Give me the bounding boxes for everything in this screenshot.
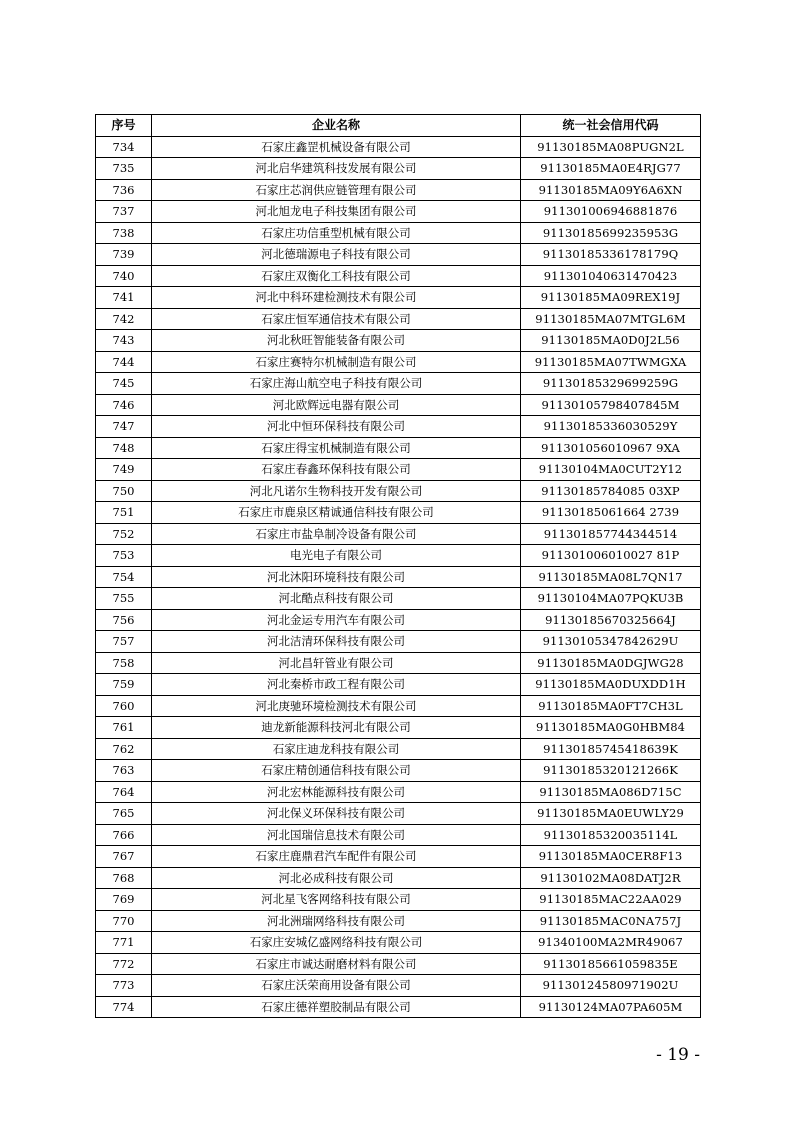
serial-number-cell: 769 bbox=[96, 889, 152, 911]
table-row bbox=[96, 287, 701, 309]
table-row bbox=[96, 738, 701, 760]
header-credit-code: 统一社会信用代码 bbox=[521, 115, 701, 137]
company-name-cell: 石家庄功信重型机械有限公司 bbox=[152, 222, 521, 244]
table-row bbox=[96, 609, 701, 631]
company-name-cell: 石家庄德祥塑胶制品有限公司 bbox=[152, 996, 521, 1018]
credit-code-cell: 91130185MA08L7QN17 bbox=[521, 566, 701, 588]
table-row bbox=[96, 158, 701, 180]
company-name-cell: 石家庄春鑫环保科技有限公司 bbox=[152, 459, 521, 481]
credit-code-cell: 91130185661059835E bbox=[521, 953, 701, 975]
table-row bbox=[96, 910, 701, 932]
serial-number-cell: 759 bbox=[96, 674, 152, 696]
header-company-name: 企业名称 bbox=[152, 115, 521, 137]
credit-code-cell: 91130104MA07PQKU3B bbox=[521, 588, 701, 610]
credit-code-cell: 91130185MA08PUGN2L bbox=[521, 136, 701, 158]
company-name-cell: 石家庄海山航空电子科技有限公司 bbox=[152, 373, 521, 395]
company-name-cell: 河北秦桥市政工程有限公司 bbox=[152, 674, 521, 696]
company-name-cell: 河北金运专用汽车有限公司 bbox=[152, 609, 521, 631]
credit-code-cell: 91130124MA07PA605M bbox=[521, 996, 701, 1018]
credit-code-cell: 91130185MA0CER8F13 bbox=[521, 846, 701, 868]
credit-code-cell: 91130104MA0CUT2Y12 bbox=[521, 459, 701, 481]
serial-number-cell: 742 bbox=[96, 308, 152, 330]
company-name-cell: 石家庄恒军通信技术有限公司 bbox=[152, 308, 521, 330]
credit-code-cell: 91130185336030529Y bbox=[521, 416, 701, 438]
table-row bbox=[96, 867, 701, 889]
table-row bbox=[96, 244, 701, 266]
table-row bbox=[96, 480, 701, 502]
credit-code-cell: 91340100MA2MR49067 bbox=[521, 932, 701, 954]
credit-code-cell: 91130185MA0D0J2L56 bbox=[521, 330, 701, 352]
credit-code-cell: 91130185MA0FT7CH3L bbox=[521, 695, 701, 717]
company-name-cell: 石家庄赛特尔机械制造有限公司 bbox=[152, 351, 521, 373]
credit-code-cell: 91130185MA07MTGL6M bbox=[521, 308, 701, 330]
credit-code-cell: 91130185MA086D715C bbox=[521, 781, 701, 803]
credit-code-cell: 911301857744344514 bbox=[521, 523, 701, 545]
table-body bbox=[96, 136, 701, 1018]
serial-number-cell: 761 bbox=[96, 717, 152, 739]
company-name-cell: 河北中科环建检测技术有限公司 bbox=[152, 287, 521, 309]
company-name-cell: 河北洲瑞网络科技有限公司 bbox=[152, 910, 521, 932]
serial-number-cell: 773 bbox=[96, 975, 152, 997]
credit-code-cell: 911301056010967 9XA bbox=[521, 437, 701, 459]
serial-number-cell: 762 bbox=[96, 738, 152, 760]
table-row bbox=[96, 717, 701, 739]
serial-number-cell: 737 bbox=[96, 201, 152, 223]
serial-number-cell: 749 bbox=[96, 459, 152, 481]
company-name-cell: 石家庄市诚达耐磨材料有限公司 bbox=[152, 953, 521, 975]
serial-number-cell: 770 bbox=[96, 910, 152, 932]
table-row bbox=[96, 674, 701, 696]
credit-code-cell: 911301006946881876 bbox=[521, 201, 701, 223]
company-name-cell: 河北秋旺智能装备有限公司 bbox=[152, 330, 521, 352]
serial-number-cell: 740 bbox=[96, 265, 152, 287]
company-name-cell: 河北德瑞源电子科技有限公司 bbox=[152, 244, 521, 266]
serial-number-cell: 758 bbox=[96, 652, 152, 674]
serial-number-cell: 750 bbox=[96, 480, 152, 502]
serial-number-cell: 734 bbox=[96, 136, 152, 158]
serial-number-cell: 753 bbox=[96, 545, 152, 567]
credit-code-cell: 91130185061664 2739 bbox=[521, 502, 701, 524]
table-row bbox=[96, 437, 701, 459]
table-row bbox=[96, 179, 701, 201]
company-name-cell: 石家庄市鹿泉区精诚通信科技有限公司 bbox=[152, 502, 521, 524]
company-name-cell: 河北旭龙电子科技集团有限公司 bbox=[152, 201, 521, 223]
table-row bbox=[96, 394, 701, 416]
table-row bbox=[96, 459, 701, 481]
company-name-cell: 石家庄市盐阜制冷设备有限公司 bbox=[152, 523, 521, 545]
serial-number-cell: 752 bbox=[96, 523, 152, 545]
company-name-cell: 石家庄沃荣商用设备有限公司 bbox=[152, 975, 521, 997]
serial-number-cell: 735 bbox=[96, 158, 152, 180]
company-name-cell: 河北欧辉远电器有限公司 bbox=[152, 394, 521, 416]
company-name-cell: 电光电子有限公司 bbox=[152, 545, 521, 567]
header-serial-number: 序号 bbox=[96, 115, 152, 137]
table-row bbox=[96, 996, 701, 1018]
credit-code-cell: 91130185MA09Y6A6XN bbox=[521, 179, 701, 201]
serial-number-cell: 748 bbox=[96, 437, 152, 459]
serial-number-cell: 767 bbox=[96, 846, 152, 868]
credit-code-cell: 91130185MA0E4RJG77 bbox=[521, 158, 701, 180]
credit-code-cell: 91130185329699259G bbox=[521, 373, 701, 395]
table-row bbox=[96, 953, 701, 975]
serial-number-cell: 764 bbox=[96, 781, 152, 803]
serial-number-cell: 739 bbox=[96, 244, 152, 266]
credit-code-cell: 91130185784085 03XP bbox=[521, 480, 701, 502]
credit-code-cell: 91130102MA08DATJ2R bbox=[521, 867, 701, 889]
serial-number-cell: 747 bbox=[96, 416, 152, 438]
serial-number-cell: 760 bbox=[96, 695, 152, 717]
serial-number-cell: 765 bbox=[96, 803, 152, 825]
table-row bbox=[96, 588, 701, 610]
credit-code-cell: 91130185MAC22AA029 bbox=[521, 889, 701, 911]
credit-code-cell: 91130185699235953G bbox=[521, 222, 701, 244]
company-name-cell: 石家庄精创通信科技有限公司 bbox=[152, 760, 521, 782]
table-row bbox=[96, 803, 701, 825]
credit-code-cell: 91130185MA07TWMGXA bbox=[521, 351, 701, 373]
enterprise-table bbox=[95, 114, 701, 1018]
serial-number-cell: 766 bbox=[96, 824, 152, 846]
serial-number-cell: 771 bbox=[96, 932, 152, 954]
table-row bbox=[96, 695, 701, 717]
table-row bbox=[96, 846, 701, 868]
table-row bbox=[96, 760, 701, 782]
table-row bbox=[96, 373, 701, 395]
company-name-cell: 石家庄迪龙科技有限公司 bbox=[152, 738, 521, 760]
credit-code-cell: 91130185MA09REX19J bbox=[521, 287, 701, 309]
page-number: - 19 - bbox=[656, 1045, 700, 1065]
serial-number-cell: 751 bbox=[96, 502, 152, 524]
table-row bbox=[96, 201, 701, 223]
serial-number-cell: 743 bbox=[96, 330, 152, 352]
company-name-cell: 石家庄安城亿盛网络科技有限公司 bbox=[152, 932, 521, 954]
serial-number-cell: 755 bbox=[96, 588, 152, 610]
table-row bbox=[96, 330, 701, 352]
company-name-cell: 河北必成科技有限公司 bbox=[152, 867, 521, 889]
serial-number-cell: 774 bbox=[96, 996, 152, 1018]
table-row bbox=[96, 545, 701, 567]
serial-number-cell: 756 bbox=[96, 609, 152, 631]
serial-number-cell: 736 bbox=[96, 179, 152, 201]
serial-number-cell: 754 bbox=[96, 566, 152, 588]
serial-number-cell: 741 bbox=[96, 287, 152, 309]
table-row bbox=[96, 781, 701, 803]
company-name-cell: 河北酷点科技有限公司 bbox=[152, 588, 521, 610]
table-row bbox=[96, 265, 701, 287]
table-row bbox=[96, 308, 701, 330]
serial-number-cell: 763 bbox=[96, 760, 152, 782]
credit-code-cell: 91130185670325664J bbox=[521, 609, 701, 631]
company-name-cell: 河北昌轩管业有限公司 bbox=[152, 652, 521, 674]
table-row bbox=[96, 222, 701, 244]
company-name-cell: 河北中恒环保科技有限公司 bbox=[152, 416, 521, 438]
company-name-cell: 河北保义环保科技有限公司 bbox=[152, 803, 521, 825]
credit-code-cell: 91130185745418639K bbox=[521, 738, 701, 760]
credit-code-cell: 91130185MA0DGJWG28 bbox=[521, 652, 701, 674]
company-name-cell: 河北凡诺尔生物科技开发有限公司 bbox=[152, 480, 521, 502]
company-name-cell: 河北宏林能源科技有限公司 bbox=[152, 781, 521, 803]
credit-code-cell: 91130185MA0EUWLY29 bbox=[521, 803, 701, 825]
table-row bbox=[96, 351, 701, 373]
serial-number-cell: 757 bbox=[96, 631, 152, 653]
table-row bbox=[96, 631, 701, 653]
credit-code-cell: 91130185336178179Q bbox=[521, 244, 701, 266]
company-name-cell: 石家庄双衡化工科技有限公司 bbox=[152, 265, 521, 287]
credit-code-cell: 91130185320121266K bbox=[521, 760, 701, 782]
serial-number-cell: 746 bbox=[96, 394, 152, 416]
company-name-cell: 河北庚驰环境检测技术有限公司 bbox=[152, 695, 521, 717]
credit-code-cell: 91130185MA0DUXDD1H bbox=[521, 674, 701, 696]
company-name-cell: 河北洁清环保科技有限公司 bbox=[152, 631, 521, 653]
table-row bbox=[96, 523, 701, 545]
company-name-cell: 石家庄鑫罡机械设备有限公司 bbox=[152, 136, 521, 158]
credit-code-cell: 91130185MAC0NA757J bbox=[521, 910, 701, 932]
credit-code-cell: 91130124580971902U bbox=[521, 975, 701, 997]
company-name-cell: 迪龙新能源科技河北有限公司 bbox=[152, 717, 521, 739]
credit-code-cell: 91130105347842629U bbox=[521, 631, 701, 653]
serial-number-cell: 768 bbox=[96, 867, 152, 889]
company-name-cell: 石家庄鹿鼎君汽车配件有限公司 bbox=[152, 846, 521, 868]
serial-number-cell: 772 bbox=[96, 953, 152, 975]
table-row bbox=[96, 502, 701, 524]
credit-code-cell: 91130185320035114L bbox=[521, 824, 701, 846]
table-row bbox=[96, 975, 701, 997]
credit-code-cell: 91130185MA0G0HBM84 bbox=[521, 717, 701, 739]
company-name-cell: 石家庄得宝机械制造有限公司 bbox=[152, 437, 521, 459]
company-name-cell: 河北启华建筑科技发展有限公司 bbox=[152, 158, 521, 180]
credit-code-cell: 911301040631470423 bbox=[521, 265, 701, 287]
table-row bbox=[96, 652, 701, 674]
table-row bbox=[96, 824, 701, 846]
table-row bbox=[96, 889, 701, 911]
table-row bbox=[96, 566, 701, 588]
company-name-cell: 河北星飞客网络科技有限公司 bbox=[152, 889, 521, 911]
company-name-cell: 河北沐阳环境科技有限公司 bbox=[152, 566, 521, 588]
serial-number-cell: 744 bbox=[96, 351, 152, 373]
company-name-cell: 石家庄芯润供应链管理有限公司 bbox=[152, 179, 521, 201]
credit-code-cell: 91130105798407845M bbox=[521, 394, 701, 416]
credit-code-cell: 911301006010027 81P bbox=[521, 545, 701, 567]
serial-number-cell: 738 bbox=[96, 222, 152, 244]
table-row bbox=[96, 932, 701, 954]
serial-number-cell: 745 bbox=[96, 373, 152, 395]
company-name-cell: 河北国瑞信息技术有限公司 bbox=[152, 824, 521, 846]
table-row bbox=[96, 136, 701, 158]
table-header-row bbox=[96, 115, 701, 137]
table-row bbox=[96, 416, 701, 438]
